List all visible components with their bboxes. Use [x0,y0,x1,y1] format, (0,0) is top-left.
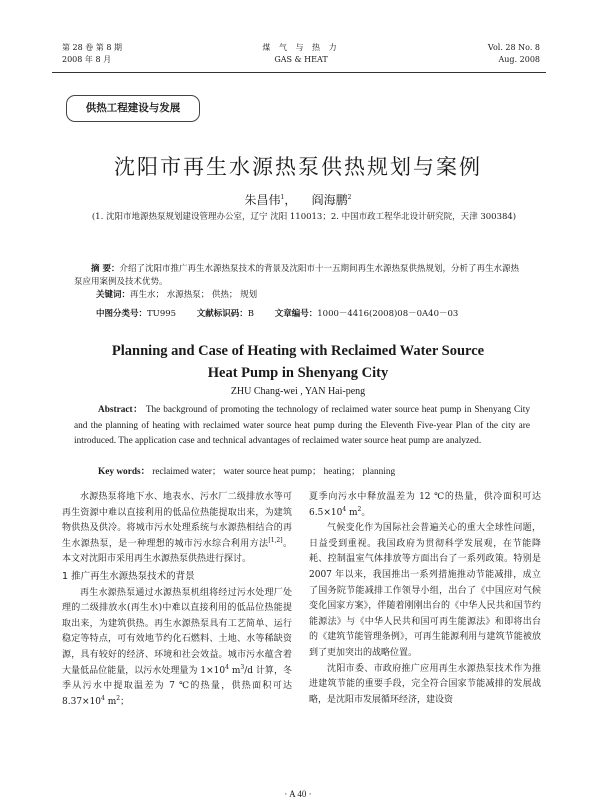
abstract-cn [74,263,522,302]
author-2-name: 阎海鹏 [311,193,348,207]
keywords-en-label: Key words： [98,467,150,477]
section-label: 供热工程建设与发展 [66,95,200,122]
article-title-cn: 沈阳市再生水源热泵供热规划与案例 [114,155,482,179]
date-cn: 2008 年 8 月 [62,55,112,64]
author-1-affil-mark: 1 [280,194,285,201]
page-number: · A 40 · [284,789,312,799]
journal-name-en: GAS & HEAT [274,55,328,64]
volume-issue-cn: 第 28 卷 第 8 期 [62,43,122,52]
title-en-line-2: Heat Pump in Shenyang City [207,365,389,381]
date-en: Aug. 2008 [498,55,540,64]
abstract-cn-paragraph [74,263,522,289]
keywords-en-line [98,463,395,477]
citation-ref: [1,2] [268,536,283,544]
abstract-en [74,403,530,450]
author-2-affil-mark: 2 [347,194,352,201]
clc-value: TU995 [147,309,177,319]
header-divider [52,72,546,73]
journal-name-cn: 煤 气 与 热 力 [262,43,340,52]
title-en-line-1: Planning and Case of Heating with Reclaimed Water Source [111,343,485,359]
classification-line [96,307,458,319]
article-id-value: 1000－4416(2008)08－0A40－03 [317,309,459,319]
body-paragraph: 气候变化作为国际社会普遍关心的重大全球性问题，日益受到重视。我国政府为贯彻科学发展观，在节能降耗、控制温室气体排放等方面出台了一系列政策。特别是 2007 年以来，我国推出一系列措施推动节能减排，成立了国务院节能减排工作领导小组，出台了《中国应对气候变化国家方案》，伴随着刚刚出台的《中华人民共和国节约能源法》与《中华人民共和国可再生能源法》和即将出台的《建筑节能管理条例》，可再生能源利用与建筑节能被放到了更加突出的战略位置。 [309,523,541,658]
abstract-cn-text: 介绍了沈阳市推广再生水源热泵技术的背景及沈阳市十一五期间再生水源热泵供热规划，分析了再生水源热泵应用案例及技术优势。 [74,264,519,287]
keywords-cn-label: 关键词： [96,290,131,300]
body-paragraph: 夏季向污水中释放温差为 12 ℃的热量，供冷面积可达 $6.5\times 10^4$ $m^2$。 [309,492,541,518]
authors-cn: 朱昌伟$^1$， 阎海鹏$^2$ [244,193,352,207]
doc-code-label: 文献标识码： [196,309,248,319]
author-1-name: 朱昌伟 [244,193,281,207]
clc-label: 中图分类号： [96,309,148,319]
volume-issue-en: Vol. 28 No. 8 [487,43,540,52]
doc-code-value: B [247,309,255,319]
body-paragraph: 水源热泵将地下水、地表水、污水厂二级排放水等可再生资源中难以直接利用的低品位热能提取出来，为建筑物供热及供冷。将城市污水处理系统与水源热相结合的再生水源热泵，是一种理想的城市污水综合利用方法[1,2]。本文对沈阳市采用再生水源热泵供热进行探讨。 [62,492,292,565]
keywords-en-text: reclaimed water； water source heat pump； heating； planning [152,467,396,477]
header-center [62,42,540,66]
abstract-en-label: Abstract： [98,405,144,415]
abstract-en-text: The background of promoting the technology of reclaimed water source heat pump in Shenyang City and the planning of heating with reclaimed water source heat pump during the Eleventh Five-year Plan of the city are introduced. The application case and technical advantages of reclaimed water source heat pump are analyzed. [74,405,530,447]
section-heading-1: 1 推广再生水源热泵技术的背景 [62,570,195,582]
body-paragraph: 沈阳市委、市政府推广应用再生水源热泵技术作为推进建筑节能的重要手段，完全符合国家节能减排的发展战略，是沈阳市发展循环经济，建设资 [309,663,541,705]
article-title-en [40,340,556,384]
abstract-cn-label: 摘 要： [91,264,120,274]
keywords-cn-text: 再生水； 水源热泵； 供热； 规划 [130,290,258,300]
body-column-right [309,490,541,708]
running-header [62,42,540,72]
keywords-cn-line [74,289,522,302]
body-paragraph: 再生水源热泵通过水源热泵机组将经过污水处理厂处理的二级排放水(再生水)中难以直接利用的低品位热能提取出来，为建筑供热。再生水源热泵具有工艺简单、运行稳定等特点，可有效地节约化石燃料、土地、水等稀缺资源，具有较好的经济、环境和社会效益。城市污水蕴含着大量低品位能量，以污水处理量为 $1\times 10^4$ $m^3/d$ 计算，冬季从污水中提取温差为 7 ℃的热量，供热面积可达 $8.37\times 10^4$ $m^2$； [62,587,292,707]
authors-en: ZHU Chang-wei , YAN Hai-peng [230,386,366,397]
header-right [488,42,540,66]
article-id-label: 文章编号： [274,309,318,319]
body-column-left [62,490,292,710]
affiliation-cn: (1. 沈阳市地源热泵规划建设管理办公室，辽宁 沈阳 110013；2. 中国市政工程华北设计研究院，天津 300384) [91,212,517,222]
